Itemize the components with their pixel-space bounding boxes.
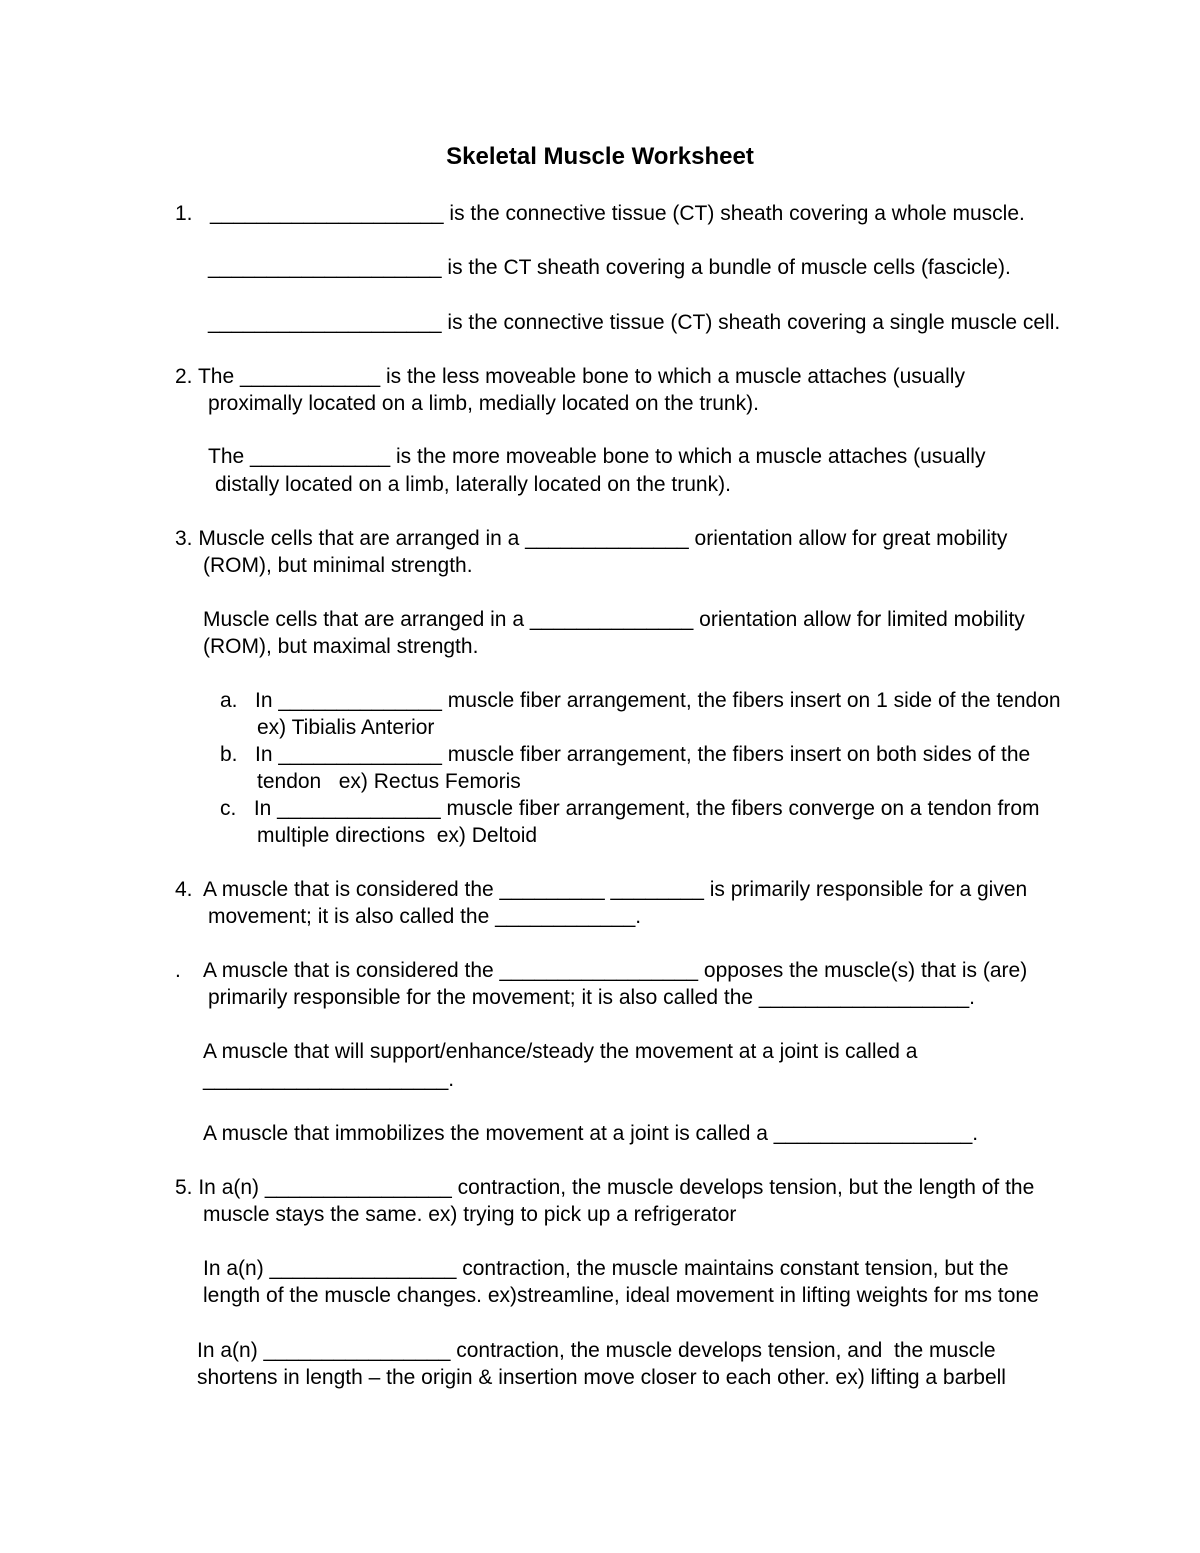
q1-endomysium-line: ____________________ is the connective tissue (CT) sheath covering a single muscle cell. bbox=[208, 311, 1061, 334]
q2-origin-line: 2. The ____________ is the less moveable bone to which a muscle attaches (usually bbox=[175, 365, 965, 388]
q5-isometric-line: 5. In a(n) ________________ contraction, the muscle develops tension, but the length of the bbox=[175, 1176, 1035, 1199]
q4-prime-mover-line: 4. A muscle that is considered the _________ ________ is primarily responsible for a given bbox=[175, 878, 1028, 901]
q4-antagonist-line: . A muscle that is considered the _________________ opposes the muscle(s) that is (are) bbox=[175, 959, 1028, 982]
q3c-line: c. In ______________ muscle fiber arrangement, the fibers converge on a tendon from bbox=[220, 797, 1040, 820]
q5-isometric-cont: muscle stays the same. ex) trying to pick up a refrigerator bbox=[203, 1203, 737, 1226]
q4-antagonist-cont: primarily responsible for the movement; it is also called the __________________. bbox=[208, 986, 975, 1009]
q3a-example: ex) Tibialis Anterior bbox=[257, 716, 435, 739]
q3a-line: a. In ______________ muscle fiber arrangement, the fibers insert on 1 side of the tendon bbox=[220, 689, 1061, 712]
q3-pennate-cont: (ROM), but maximal strength. bbox=[203, 635, 479, 658]
q4-synergist-blank: _____________________. bbox=[203, 1068, 455, 1091]
q5-concentric-cont: shortens in length – the origin & insertion move closer to each other. ex) lifting a barbell bbox=[197, 1366, 1006, 1389]
q5-concentric-line: In a(n) ________________ contraction, the muscle develops tension, and the muscle bbox=[197, 1339, 996, 1362]
worksheet-title: Skeletal Muscle Worksheet bbox=[446, 143, 754, 170]
q5-isotonic-line: In a(n) ________________ contraction, the muscle maintains constant tension, but the bbox=[203, 1257, 1009, 1280]
q3b-example: tendon ex) Rectus Femoris bbox=[257, 770, 521, 793]
q4-fixator-line: A muscle that immobilizes the movement at a joint is called a _________________. bbox=[203, 1122, 979, 1145]
q2-origin-cont: proximally located on a limb, medially located on the trunk). bbox=[208, 392, 759, 415]
q3c-example: multiple directions ex) Deltoid bbox=[257, 824, 538, 847]
q3-pennate-line: Muscle cells that are arranged in a ______________ orientation allow for limited mobility bbox=[203, 608, 1025, 631]
q2-insertion-cont: distally located on a limb, laterally located on the trunk). bbox=[215, 473, 731, 496]
q5-isotonic-cont: length of the muscle changes. ex)streamline, ideal movement in lifting weights for ms tone bbox=[203, 1284, 1039, 1307]
q4-synergist-line: A muscle that will support/enhance/steady the movement at a joint is called a bbox=[203, 1040, 918, 1063]
q3b-line: b. In ______________ muscle fiber arrangement, the fibers insert on both sides of the bbox=[220, 743, 1031, 766]
q3-parallel-line: 3. Muscle cells that are arranged in a ______________ orientation allow for great mobility bbox=[175, 527, 1008, 550]
q4-prime-mover-cont: movement; it is also called the ____________. bbox=[208, 905, 642, 928]
q2-insertion-line: The ____________ is the more moveable bone to which a muscle attaches (usually bbox=[208, 445, 986, 468]
q1-perimysium-line: ____________________ is the CT sheath covering a bundle of muscle cells (fascicle). bbox=[208, 256, 1011, 279]
q3-parallel-cont: (ROM), but minimal strength. bbox=[203, 554, 473, 577]
q1-epimysium-line: 1. ____________________ is the connective tissue (CT) sheath covering a whole muscle. bbox=[175, 202, 1025, 225]
